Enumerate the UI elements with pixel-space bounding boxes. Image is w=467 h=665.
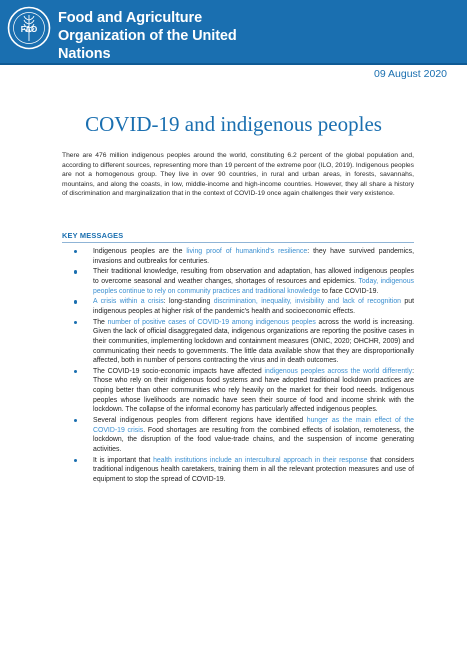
fao-logo-icon [7, 6, 51, 50]
svg-text:FAO: FAO [20, 25, 38, 34]
key-messages-heading: KEY MESSAGES [62, 231, 124, 240]
intro-paragraph: There are 476 million indigenous peoples around the world, constituting 6.2 percent of the global population and, according to different sources, representing more than 19 percent of the extreme poor (ILO, 2019). Indigenous peoples are not a homogenous group. They live in over 90 countries, in rural and urban areas, in forests, savannahs, mountains, and along the coasts, in low, middle-income and high-income countries. However, they all share a history of discrimination and marginalization that in the context of COVID-19 once again challenges their very existence. [62, 152, 414, 198]
key-messages-divider [62, 242, 414, 243]
page-title: COVID-19 and indigenous peoples [85, 112, 382, 136]
bullet-icon [74, 300, 77, 303]
key-message-item: It is important that health institutions include an intercultural approach in their response that considers traditional indigenous health caretakers, training them in all the relevant protection measures and use of equipment to stop the spread of COVID-19. [70, 456, 414, 485]
publication-date: 09 August 2020 [374, 68, 447, 80]
header-banner [0, 0, 467, 65]
organization-name: Food and Agriculture Organization of the United Nations [58, 10, 237, 62]
key-message-item: The COVID-19 socio-economic impacts have affected indigenous peoples across the world differently: Those who rely on their indigenous food systems and have adopted traditional lockdown practices are coping better than other communities who rely heavily on the market for their food needs. Indigenous peoples whose livelihoods are nomadic have seen their source of food and income shrink with the lockdown. The collapse of the informal economy has particularly affected indigenous peoples. [70, 367, 414, 415]
bullet-icon [74, 419, 77, 422]
bullet-icon [74, 270, 77, 273]
key-message-item: Several indigenous peoples from different regions have identified hunger as the main effect of the COVID-19 crisis. Food shortages are resulting from the combined effects of isolation, remoteness, the lockdown, the disruption of the food value-trade chains, and the suspension of income generating activities. [70, 416, 414, 454]
bullet-icon [74, 321, 77, 324]
key-message-item: Their traditional knowledge, resulting from observation and adaptation, has allowed indigenous peoples to overcome seasonal and weather changes, shortages of resources and epidemics. Today, indigenous peoples continue to rely on community practices and traditional knowledge to face COVID-19. [70, 267, 414, 296]
key-message-item: A crisis within a crisis: long-standing discrimination, inequality, invisibility and lack of recognition put indigenous peoples at higher risk of the pandemic's health and socioeconomic effects. [70, 297, 414, 316]
key-message-item: Indigenous peoples are the living proof of humankind's resilience: they have survived pandemics, invasions and outbreaks for centuries. [70, 247, 414, 266]
bullet-icon [74, 459, 77, 462]
key-messages-list [70, 247, 414, 486]
bullet-icon [74, 250, 77, 253]
bullet-icon [74, 370, 77, 373]
key-message-item: The number of positive cases of COVID-19 among indigenous peoples across the world is increasing. Given the lack of official disaggregated data, indigenous organizations are reporting the positive cases in their communities, implementing lockdown and containment measures (ONIC, 2020; OHCHR, 2009) and communicating their needs to governments. The little data available show that they are disproportionally affected, both in number of persons contracting the virus and in death outcomes. [70, 318, 414, 366]
